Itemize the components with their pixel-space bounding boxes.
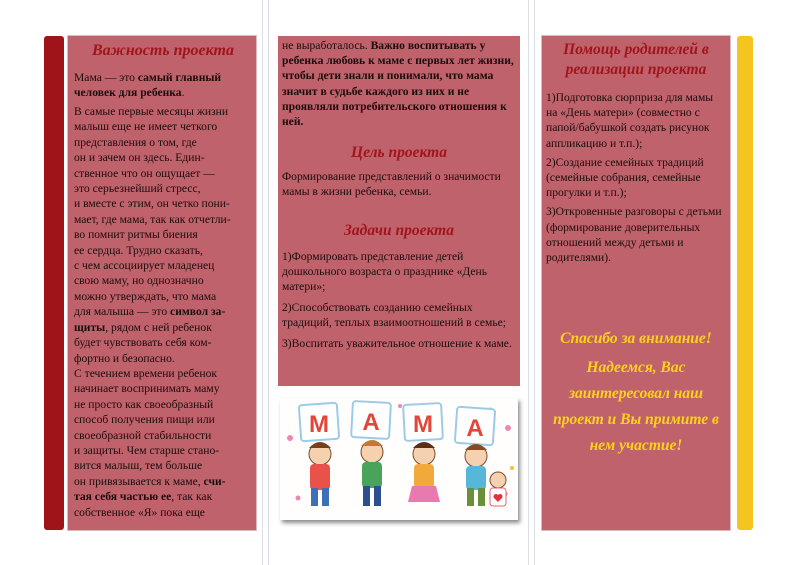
task-item: 1)Формировать представление детей дошкольного возраста о празднике «День матери»; [282,250,488,294]
body-line: С течением времени ребенок [74,366,217,380]
body-line: и защиты. Чем старше стано- [74,443,220,457]
body-line: с чем ассоциирует младенец [74,259,215,273]
image-letter: А [362,409,380,436]
panel-title-goal: Цель проекта [351,144,447,162]
body-line: начинает воспринимать маму [74,382,220,396]
panel-title-parents-help: Помощь родителей в реализации проекта [563,41,709,78]
body-line: вится малыш, тем больше [74,459,203,473]
image-letter: М [413,411,433,438]
fold-line-right-2 [534,0,535,565]
body-paragraph [74,104,252,520]
body-line: ее сердца. Трудно сказать, [74,243,203,257]
intro-end: . [181,86,185,99]
symbol-bold: символ за- [170,305,226,319]
mama-illustration [280,398,518,520]
body-line: для малыша — это символ за- [74,305,226,319]
body-line: фортно и безопасно. [74,351,175,365]
body-line: своеобразной стабильности [74,428,212,442]
fold-line-left-2 [268,0,269,565]
body-line: свою маму, но однозначно [74,274,204,288]
body-line: он и зачем он здесь. Един- [74,151,205,165]
body-line: во помнит ритмы биения [74,228,198,242]
body-line: малыш еще не имеет четкого [74,120,218,134]
body-line: он привязывается к маме, счи- [74,474,226,488]
body-line: будет чувствовать себя ком- [74,336,212,350]
hope-text: Надеемся, Вас заинтересовал наш проект и Вы примите в нем участие! [553,359,719,455]
symbol-bold-2: щиты [74,320,106,334]
panel-title-importance: Важность проекта [92,42,234,59]
continued-bold: Важно воспитывать у ребенка любовь к маме с первых лет жизни, чтобы дети знали и понимали, что мама значит в судьбе каждого из них и не проявляли потребительского отношения к ней. [282,39,514,129]
fold-line-left [262,0,263,565]
body-line: мает, где мама, так как отчетли- [74,212,231,226]
body-line: тая себя частью ее, так как [74,490,213,504]
thanks-text: Спасибо за внимание! [560,330,712,348]
part-bold: тая себя частью ее [74,490,172,504]
continued-paragraph: не выработалось. Важно воспитывать у ребенка любовь к маме с первых лет жизни, чтобы дети знали и понимали, что мама значит в судьбе каждого из них и не проявляли потребительского отношения к ней. [282,39,514,129]
intro-paragraph [74,70,252,100]
body-line: В самые первые месяцы жизни [74,105,229,118]
image-letter: А [466,415,484,442]
body-line: представления о том, где [74,135,197,149]
body-line: собственное «Я» пока еще [74,505,205,519]
task-item: 2)Способствовать созданию семейных традиций, теплых взаимоотношений в семье; [282,301,506,330]
image-letter: М [309,411,329,438]
goal-text: Формирование представлений о значимости мамы в жизни ребенка, семьи. [282,170,501,199]
help-item: 2)Создание семейных традиций (семейные собрания, семейные прогулки и т.п.); [546,155,704,200]
task-item: 3)Воспитать уважительное отношение к маме. [282,337,512,351]
body-line: не просто как своеобразный [74,397,214,411]
body-line: это серьезнейший стресс, [74,182,201,196]
help-item: 1)Подготовка сюрприза для мамы на «День матери» (совместно с папой/бабушкой создать рисунок аппликацию и т.п.); [546,91,714,150]
panel-title-tasks: Задачи проекта [344,222,454,240]
right-panel [542,36,730,530]
help-item: 3)Откровенные разговоры с детьми (формирование доверительных отношений между детьми и родителями). [546,205,722,265]
body-line: щиты, рядом с ней ребенок [74,320,212,334]
fold-line-right [528,0,529,565]
body-line: можно утверждать, что мама [74,289,217,303]
children-holding-letters-image [280,398,518,520]
left-decor-stripe [44,36,64,530]
right-decor-stripe [737,36,753,530]
intro-bold: самый главный человек для ребенка [74,71,222,99]
attach-bold: счи- [203,474,226,488]
intro-text: Мама — это [74,71,138,84]
body-line: и вместе с этим, он четко пони- [74,197,230,211]
middle-panel [278,36,520,386]
body-line: способ получения пищи или [74,413,215,427]
body-line: ственное что он ощущает — [74,166,215,180]
left-panel [68,36,256,530]
